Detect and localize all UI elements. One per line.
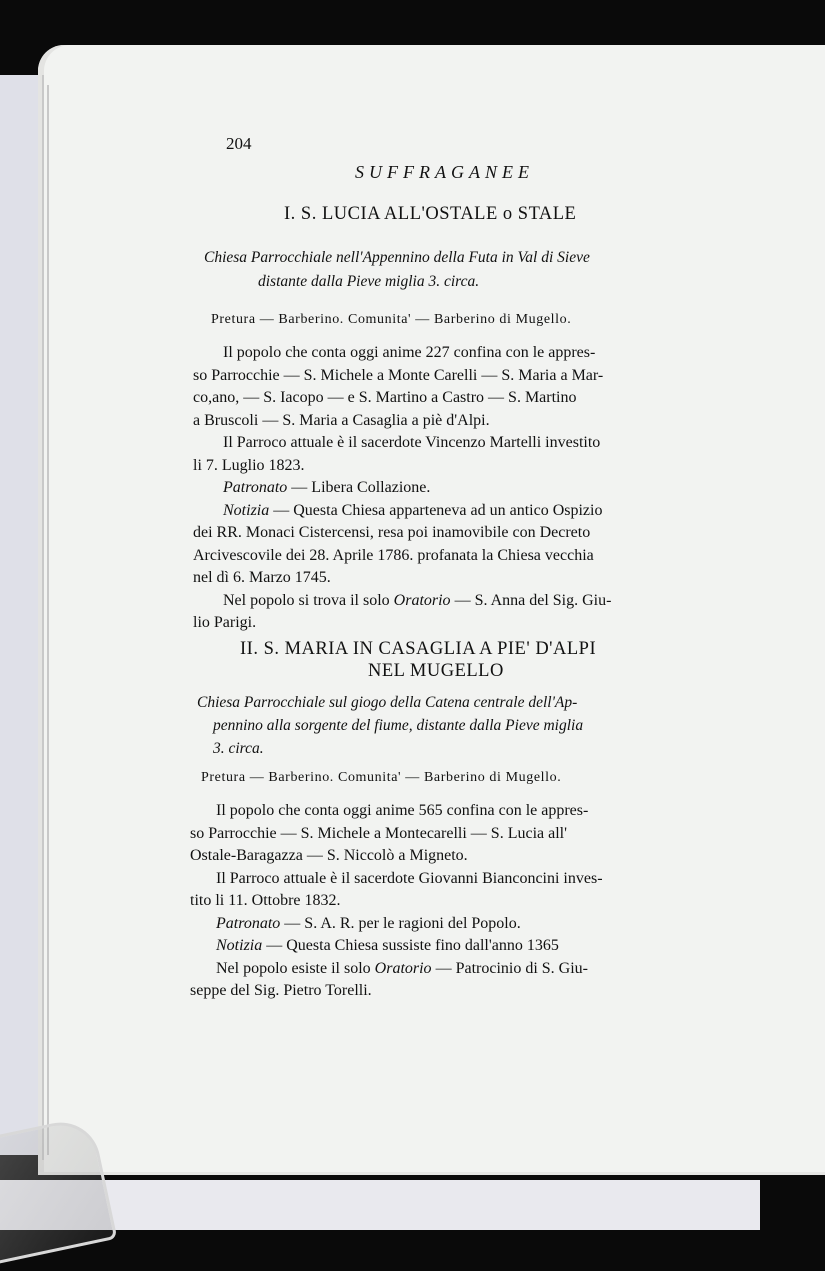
- notizia-text: — Questa Chiesa sussiste fino dall'anno 1365: [266, 937, 559, 954]
- patronato-line: [190, 913, 603, 936]
- popolo-post: — Patrocinio di S. Giu-: [435, 959, 588, 977]
- notizia-label: Notizia: [223, 501, 270, 519]
- entry-subtitle-line: distante dalla Pieve miglia 3. circa.: [258, 273, 480, 290]
- body-line: dei RR. Monaci Cistercensi, resa poi inamovibile con Decreto: [193, 524, 591, 541]
- body-line: a Bruscoli — S. Maria a Casaglia a piè d'Alpi.: [193, 411, 490, 429]
- oratorio-label: Oratorio: [393, 591, 451, 609]
- section-heading: SUFFRAGANEE: [355, 162, 534, 182]
- body-line: Il popolo che conta oggi anime 227 confina con le appres-: [223, 344, 596, 361]
- entry-title: II. S. MARIA IN CASAGLIA A PIE' D'ALPI: [240, 639, 597, 659]
- entry-subtitle-line: Chiesa Parrocchiale sul giogo della Catena centrale dell'Ap-: [197, 694, 578, 711]
- entry-body: [190, 800, 603, 1003]
- body-line: co,ano, — S. Iacopo — e S. Martino a Castro — S. Martino: [193, 389, 577, 406]
- oratorio-label: Oratorio: [374, 959, 432, 977]
- popolo-pre: Nel popolo si trova il solo: [223, 591, 390, 609]
- body-line: li 7. Luglio 1823.: [193, 456, 305, 474]
- notizia-label: Notizia: [216, 937, 263, 954]
- body-line: lio Parigi.: [193, 614, 257, 631]
- pretura-line: Pretura — Barberino. Comunita' — Barberino di Mugello.: [211, 312, 572, 327]
- pretura-line: Pretura — Barberino. Comunita' — Barberino di Mugello.: [201, 770, 562, 785]
- entry-subtitle-line: pennino alla sorgente del fiume, distante dalla Pieve miglia: [213, 717, 584, 734]
- popolo-post: — S. Anna del Sig. Giu-: [454, 591, 612, 609]
- notizia-line: [193, 500, 611, 523]
- patronato-text: — Libera Collazione.: [291, 479, 431, 496]
- body-line: Il popolo che conta oggi anime 565 confina con le appres-: [216, 802, 589, 819]
- entry-body: [193, 342, 611, 635]
- entry-subtitle-line: 3. circa.: [213, 740, 264, 757]
- body-line: Il Parroco attuale è il sacerdote Giovanni Bianconcini inves-: [216, 869, 603, 887]
- page-number: 204: [226, 134, 252, 153]
- body-line: Il Parroco attuale è il sacerdote Vincenzo Martelli investito: [223, 434, 601, 451]
- patronato-label: Patronato: [216, 914, 281, 932]
- entry-title: NEL MUGELLO: [368, 661, 504, 681]
- patronato-line: [193, 477, 611, 500]
- entry-title: I. S. LUCIA ALL'OSTALE o STALE: [284, 204, 577, 224]
- body-line: so Parrocchie — S. Michele a Montecarelli — S. Lucia all': [190, 824, 567, 842]
- notizia-text: — Questa Chiesa apparteneva ad un antico Ospizio: [273, 501, 603, 519]
- body-line: Ostale-Baragazza — S. Niccolò a Migneto.: [190, 847, 468, 864]
- patronato-label: Patronato: [223, 479, 288, 496]
- entry-subtitle-line: Chiesa Parrocchiale nell'Appennino della Futa in Val di Sieve: [204, 249, 590, 266]
- popolo-line: [193, 590, 611, 613]
- body-line: nel dì 6. Marzo 1745.: [193, 569, 331, 586]
- notizia-line: [190, 935, 603, 958]
- body-line: seppe del Sig. Pietro Torelli.: [190, 982, 372, 999]
- body-line: so Parrocchie — S. Michele a Monte Carelli — S. Maria a Mar-: [193, 366, 604, 384]
- popolo-line: [190, 958, 603, 981]
- patronato-text: — S. A. R. per le ragioni del Popolo.: [284, 914, 521, 932]
- body-line: Arcivescovile dei 28. Aprile 1786. profanata la Chiesa vecchia: [193, 546, 594, 564]
- popolo-pre: Nel popolo esiste il solo: [216, 959, 371, 977]
- body-line: tito li 11. Ottobre 1832.: [190, 892, 341, 909]
